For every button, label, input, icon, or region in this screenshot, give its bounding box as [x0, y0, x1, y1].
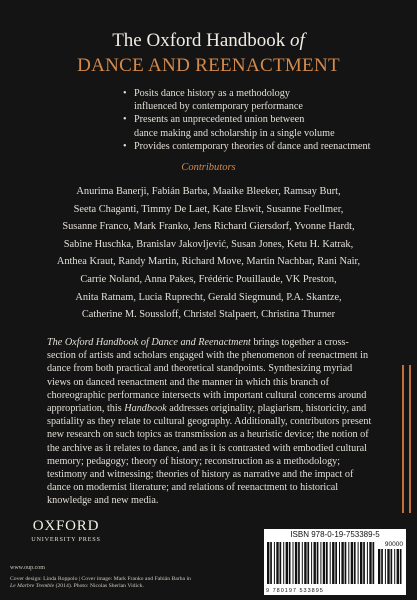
barcode-bar — [302, 542, 303, 584]
barcode-bar — [345, 542, 347, 584]
barcode-bar — [332, 542, 334, 584]
barcode-bar — [311, 542, 312, 584]
barcode-bar — [400, 549, 402, 584]
barcode-bar — [339, 542, 340, 584]
publisher-url: www.oup.com — [10, 565, 45, 571]
credits-line-2-rest: (2014). Photo: Nicolas Sherlan Vidick. — [54, 583, 144, 590]
bullet-item — [123, 140, 417, 153]
barcode-bar — [274, 542, 275, 584]
barcode-bar — [351, 542, 353, 584]
contributors-line: Catherine M. Soussloff, Christel Stalpaert, Christina Thurner — [81, 309, 336, 321]
barcode-digits: 9 780197 533895 — [266, 588, 324, 594]
bullet-item — [123, 113, 417, 139]
contributors-list — [20, 183, 397, 324]
barcode-bar — [295, 542, 297, 584]
bullet-text: Presents an unprecedented union between — [134, 114, 305, 126]
barcode-bar — [280, 542, 282, 584]
barcode-bar — [298, 542, 300, 584]
credits-line-2 — [10, 583, 255, 590]
contributors-line: Susanne Franco, Mark Franko, Jens Richard Giersdorf, Yvonne Hardt, — [62, 221, 355, 233]
contributors-line: Anurima Banerji, Fabián Barba, Maaike Bleeker, Ramsay Burt, — [76, 186, 341, 197]
barcode-bars — [267, 542, 375, 586]
book-subtitle: DANCE AND REENACTMENT — [77, 55, 340, 76]
bullet-item — [123, 87, 417, 113]
decorative-line-right — [409, 365, 411, 513]
barcode-bar — [391, 549, 393, 584]
title-italic: of — [290, 30, 305, 51]
barcode-bar — [335, 542, 337, 584]
barcode-bar — [304, 542, 306, 584]
bullet-text-cont: influenced by contemporary performance — [134, 101, 303, 113]
barcode-bar — [358, 542, 359, 584]
contributors-line: Anthea Kraut, Randy Martin, Richard Move, Martin Nachbar, Rani Nair, — [56, 256, 361, 268]
barcode-bar — [317, 542, 319, 584]
barcode-bar — [367, 542, 368, 584]
barcode-bar — [387, 549, 389, 584]
barcode-bar — [320, 542, 321, 584]
description-handbook: Handbook — [124, 403, 167, 415]
barcode-bar — [314, 542, 316, 584]
barcode-bar — [378, 549, 380, 584]
decorative-line-left — [402, 365, 404, 513]
barcode-bar — [267, 542, 269, 584]
contributors-line: Carrie Noland, Anna Pakes, Frédéric Pouillaude, VK Preston, — [80, 273, 337, 285]
barcode-bar — [330, 542, 331, 584]
barcode-bar — [397, 549, 399, 584]
barcode-bar — [348, 542, 349, 584]
title-prefix: The Oxford Handbook — [112, 30, 291, 51]
bullet-text-cont: dance making and scholarship in a single volume — [134, 127, 335, 139]
barcode-bar — [381, 549, 383, 584]
bullet-text: Posits dance history as a methodology — [134, 88, 290, 99]
contributors-heading: Contributors — [181, 162, 236, 173]
credits-artwork-title: Le Marbre Tremble — [10, 583, 55, 590]
barcode-bar — [373, 542, 375, 584]
barcode-bar — [270, 542, 272, 584]
isbn-text: ISBN 978-0-19-753389-5 — [290, 530, 380, 539]
credits-line-1: Cover design: Linda Roppolo | Cover image: Mark Franko and Fabián Barba in — [10, 576, 191, 582]
barcode-bar — [394, 549, 395, 584]
barcode-bar — [385, 549, 386, 584]
barcode-bar — [360, 542, 362, 584]
barcode-bar — [283, 542, 284, 584]
price-barcode-bars — [378, 549, 404, 586]
price-code: 90000 — [384, 541, 403, 548]
book-description — [47, 336, 377, 508]
barcode-bar — [363, 542, 365, 584]
barcode-bar — [276, 542, 278, 584]
description-text-1: brings together a cross-section of artists and scholars engaged with the phenomenon of reenactment in dance from both practical and theoretical standpoints. Synthesizing myriad views on danced reenactment and the manner in which this branch of choreographic performance intersects with important cultural concerns around appropriation, this — [47, 337, 369, 415]
contributors-line: Sabine Huschka, Branislav Jakovljević, Susan Jones, Ketu H. Katrak, — [63, 238, 354, 250]
description-text-2: addresses originality, plagiarism, historicity, and spatiality as they relate to cultural geography. Additionally, contributors present new research on such topics as transmission as a heuristic device; the notion of the archive as it relates to dance, and as it is contrasted with embodied cultural memory; pedagogy; theory of history; reconstruction as a methodology; testimony and witnessing; theories of history as narrative and the impact of dance on modernist literature; and relations of reenactment to historical knowledge and new media. — [47, 403, 372, 507]
publisher-logo — [30, 518, 102, 543]
barcode-bar — [323, 542, 325, 584]
description-book-title: The Oxford Handbook of Dance and Reenactment — [47, 337, 251, 348]
isbn-barcode — [264, 529, 406, 595]
barcode-bar — [341, 542, 343, 584]
barcode-bar — [286, 542, 288, 584]
barcode-bar — [326, 542, 328, 584]
cover-credits — [10, 576, 255, 590]
book-title — [0, 30, 417, 52]
contributors-line: Seeta Chaganti, Timmy De Laet, Kate Elswit, Susanne Foellmer, — [73, 203, 344, 215]
bullet-text: Provides contemporary theories of dance and reenactment — [134, 140, 371, 152]
barcode-bar — [293, 542, 294, 584]
feature-bullets — [123, 87, 417, 153]
barcode-bar — [369, 542, 371, 584]
publisher-subname: UNIVERSITY PRESS — [31, 536, 101, 543]
barcode-bar — [307, 542, 309, 584]
barcode-bar — [289, 542, 291, 584]
publisher-name: OXFORD — [32, 518, 100, 534]
barcode-bar — [354, 542, 356, 584]
contributors-line: Anita Ratnam, Lucia Ruprecht, Gerald Siegmund, P.A. Skantze, — [75, 291, 342, 303]
